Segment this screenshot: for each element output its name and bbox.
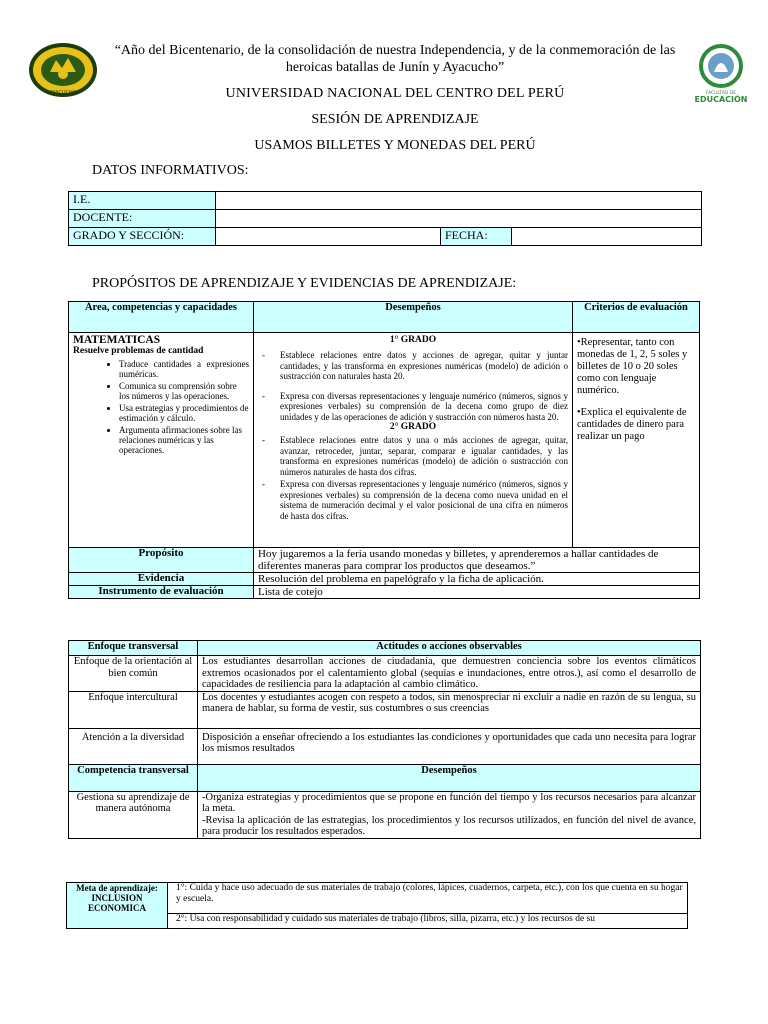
enfoques-table [68, 640, 701, 839]
instrumento-text: Lista de cotejo [254, 586, 700, 599]
fecha-label: FECHA: [441, 228, 512, 246]
list-item: - Expresa con diversas representaciones y lenguaje numérico (números, signos y expresiones verbales) su comprensión de la decena como nueva unidad en el sistema de numeración decimal y el valor posicional de una cifra en números de hasta dos cifras. [258, 479, 568, 521]
evidencia-text: Resolución del problema en papelógrafo y la ficha de aplicación. [254, 573, 700, 586]
university-name: UNIVERSIDAD NACIONAL DEL CENTRO DEL PERÚ [225, 86, 565, 101]
criterio-item: •Explica el equivalente de cantidades de dinero para realizar un pago [577, 407, 687, 442]
enfoque-label: Enfoque de la orientación al bien común [69, 656, 198, 692]
session-title: SESIÓN DE APRENDIZAJE [311, 112, 479, 127]
list-item: • Usa estrategias y procedimientos de estimación y cálculo. [119, 403, 249, 423]
seal-text: AYACUCHO [49, 90, 77, 96]
list-item: - Expresa con diversas representaciones y lenguaje numérico (números, signos y expresiones verbales) su comprensión de la decena como grupo de diez unidades y de las operaciones de adición y sustracción con números hasta 20. [258, 391, 568, 423]
logo-small-text: FACULTAD DE [705, 91, 737, 96]
meta-item: 2°: Usa con responsabilidad y cuidado sus materiales de trabajo (libros, silla, pizarra, etc.) y los recursos de su [168, 914, 688, 929]
col-desempenos-transversal: Desempeños [198, 764, 701, 791]
list-item: - Establece relaciones entre datos y una o más acciones de agregar, quitar, avanzar, retroceder, juntar, separar, comparar e igualar cantidades, y las transforma en expresiones numéricas (modelo) de adición o sustracción con números naturales de hasta dos cifras. [258, 435, 568, 477]
docente-label: DOCENTE: [69, 210, 216, 228]
propositos-heading: PROPÓSITOS DE APRENDIZAJE Y EVIDENCIAS DE APRENDIZAJE: [92, 276, 517, 291]
competencia-desempenos [198, 791, 701, 838]
meta-item: 1°: Cuida y hace uso adecuado de sus materiales de trabajo (colores, lápices, cuadernos, carpeta, etc.), con los que cuenta en su hogar y escuela. [168, 883, 688, 914]
criterios-cell [573, 333, 700, 548]
desempenos-cell [254, 333, 573, 548]
session-topic: USAMOS BILLETES Y MONEDAS DEL PERÚ [254, 138, 536, 153]
grado1-title: 1° GRADO [389, 335, 437, 345]
year-quote: “Año del Bicentenario, de la consolidación de nuestra Independencia, y de la conmemoración de las heroicas batallas de Junín y Ayacucho” [114, 43, 676, 75]
faculty-logo-icon [686, 42, 756, 110]
docente-value[interactable] [216, 210, 702, 228]
area-cell [69, 333, 254, 548]
col-desempenos: Desempeños [254, 302, 573, 333]
col-enfoque: Enfoque transversal [69, 641, 198, 656]
col-area: Área, competencias y capacidades [69, 302, 254, 333]
enfoque-text: Disposición a enseñar ofreciendo a los estudiantes las condiciones y oportunidades que cada uno necesita para lograr los mismos resultados [198, 728, 701, 764]
enfoque-label: Atención a la diversidad [69, 728, 198, 764]
evidencia-label: Evidencia [69, 573, 254, 586]
list-item: -Organiza estrategias y procedimientos que se propone en función del tiempo y los recursos necesarios para alcanzar la meta. [202, 791, 696, 814]
enfoque-label: Enfoque intercultural [69, 691, 198, 728]
proposito-text: Hoy jugaremos a la feria usando monedas y billetes, y aprenderemos a hallar cantidades de diferentes maneras para comprar los productos que deseamos.” [254, 548, 700, 573]
grado-label: GRADO Y SECCIÓN: [69, 228, 216, 246]
datos-table [68, 191, 702, 246]
col-competencia: Competencia transversal [69, 764, 198, 791]
col-criterios: Criterios de evaluación [573, 302, 700, 333]
ie-value[interactable] [216, 192, 702, 210]
fecha-value[interactable] [512, 228, 702, 246]
area-title: MATEMATICAS [73, 334, 161, 346]
list-item: • Comunica su comprensión sobre los números y las operaciones. [119, 381, 249, 401]
propositos-table [68, 301, 700, 599]
list-item: -Revisa la aplicación de las estrategias, los procedimientos y los recursos utilizados, en función del nivel de avance, para producir los resultados esperados. [202, 814, 696, 837]
grado2-title: 2° GRADO [389, 422, 437, 432]
list-item: • Argumenta afirmaciones sobre las relaciones numéricas y las operaciones. [119, 425, 249, 455]
criterio-item: •Representar, tanto con monedas de 1, 2, 5 soles y billetes de 10 o 20 soles como con lenguaje numérico. [577, 337, 688, 396]
meta-table [66, 882, 688, 929]
grado-value[interactable] [216, 228, 441, 246]
list-item: - Establece relaciones entre datos y acciones de agregar, quitar y juntar cantidades, y las transforma en expresiones numéricas (modelo) de adición o sustracción con naturales hasta 20. [258, 350, 568, 382]
meta-label: Meta de aprendizaje: INCLUSION ECONOMICA [67, 883, 168, 929]
list-item: • Traduce cantidades a expresiones numéricas. [119, 359, 249, 379]
capacidades-list [73, 359, 249, 455]
col-actitudes: Actitudes o acciones observables [198, 641, 701, 656]
grado1-list [258, 350, 568, 422]
instrumento-label: Instrumento de evaluación [69, 586, 254, 599]
grado2-list [258, 435, 568, 521]
enfoque-text: Los estudiantes desarrollan acciones de ciudadanía, que demuestren conciencia sobre los eventos climáticos extremos ocasionados por el calentamiento global (sequías e inundaciones, entre otros.), así como el desarrollo de capacidades de resiliencia para la adaptación al cambio climático. [198, 656, 701, 692]
logo-text: EDUCACIÓN [694, 95, 748, 104]
datos-heading: DATOS INFORMATIVOS: [92, 163, 249, 178]
ie-label: I.E. [69, 192, 216, 210]
proposito-label: Propósito [69, 548, 254, 573]
university-seal-icon [28, 42, 98, 98]
enfoque-text: Los docentes y estudiantes acogen con respeto a todos, sin menospreciar ni excluir a nadie en razón de su lengua, su manera de hablar, su forma de vestir, sus costumbres o sus creencias [198, 691, 701, 728]
competencia-name: Resuelve problemas de cantidad [73, 346, 204, 356]
competencia-label: Gestiona su aprendizaje de manera autónoma [69, 791, 198, 838]
